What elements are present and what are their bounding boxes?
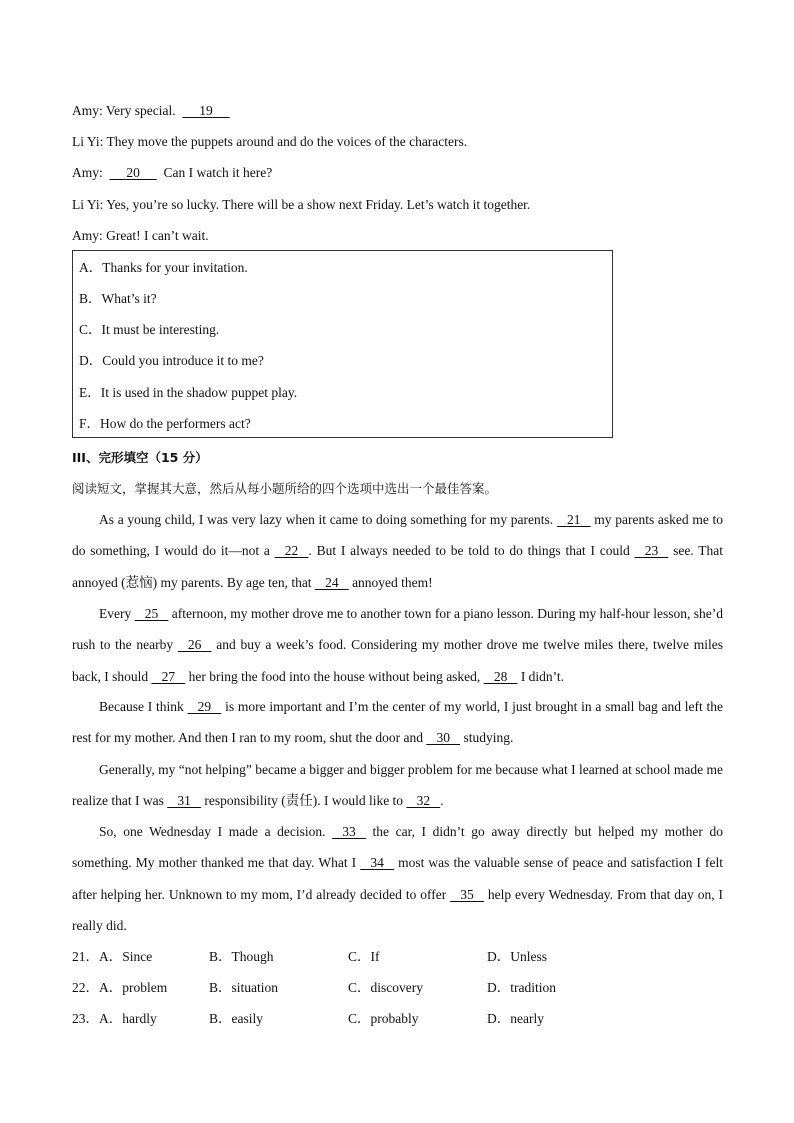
option-item: E．It is used in the shadow puppet play.	[79, 385, 298, 400]
question-choice-a: 22．A．problem	[72, 980, 168, 995]
blank-number: 20	[126, 165, 140, 180]
question-row	[72, 1010, 544, 1028]
answer-blank: 23	[634, 543, 669, 559]
question-choice-c: C．If	[348, 949, 380, 964]
option-item: B．What’s it?	[79, 291, 157, 306]
answer-blank: 29	[187, 699, 222, 714]
passage-text: annoyed them!	[348, 574, 433, 590]
passage-text: Every	[99, 606, 135, 621]
speaker: Amy:	[72, 103, 103, 118]
dialogue-text: Yes, you’re so lucky. There will be a show next Friday. Let’s watch it together.	[106, 197, 531, 212]
passage-text: So, one Wednesday I made a decision.	[99, 824, 333, 839]
options-box	[72, 250, 613, 438]
option-item: C．It must be interesting.	[79, 322, 220, 337]
passage-paragraph-1	[72, 504, 723, 598]
dialogue-text: Can I watch it here?	[163, 165, 273, 180]
question-number: 22．	[72, 980, 99, 995]
question-choice-a: 23．A．hardly	[72, 1011, 157, 1026]
answer-blank: 26	[177, 637, 212, 653]
answer-blank: 30	[426, 730, 461, 746]
question-choice-b: B．easily	[209, 1011, 263, 1026]
dialogue-text: Great! I can’t wait.	[106, 228, 209, 243]
passage-text: . But I always needed to be told to do things that I could	[308, 543, 635, 559]
passage-text: her bring the food into the house without being asked,	[185, 668, 484, 684]
blank-number: 19	[199, 103, 213, 118]
answer-blank	[110, 164, 157, 182]
dialogue-text: Very special.	[105, 103, 176, 118]
passage-text: see. That annoyed (惹恼) my parents. By age ten, that	[72, 543, 724, 590]
passage-text: my parents asked me to do something, I would do it—not a	[72, 512, 723, 559]
answer-blank: 25	[134, 606, 169, 621]
passage-text: and buy a week’s food. Considering my mother drove me twelve miles there, twelve miles back, I should	[72, 637, 723, 684]
passage-text: Because I think	[99, 699, 188, 714]
question-choice-c: C．discovery	[348, 980, 423, 995]
dialogue-line	[72, 133, 467, 151]
section-instruction: 阅读短文，掌握其大意，然后从每小题所给的四个选项中选出一个最佳答案。	[72, 481, 498, 496]
question-number: 21．	[72, 949, 99, 964]
question-choice-b: B．situation	[209, 980, 279, 995]
dialogue-line	[72, 196, 530, 214]
question-choice-d: D．Unless	[487, 949, 547, 964]
passage-text: I didn’t.	[517, 668, 565, 684]
question-number: 23．	[72, 1011, 99, 1026]
dialogue-line	[72, 102, 230, 120]
dialogue-line	[72, 164, 272, 182]
answer-blank: 32	[406, 793, 441, 809]
option-item: A．Thanks for your invitation.	[79, 260, 248, 275]
question-choice-b: B．Though	[209, 949, 274, 964]
passage-paragraph-2	[72, 598, 723, 692]
passage-text: .	[440, 793, 444, 809]
dialogue-line	[72, 227, 209, 245]
dialogue-text: They move the puppets around and do the voices of the characters.	[106, 134, 468, 149]
option-item: D．Could you introduce it to me?	[79, 353, 264, 368]
speaker: Amy:	[72, 165, 103, 180]
answer-blank: 27	[151, 668, 186, 684]
speaker: Li Yi:	[72, 197, 104, 212]
passage-paragraph-5	[72, 816, 723, 941]
passage-text: studying.	[460, 730, 514, 746]
question-row	[72, 948, 547, 966]
answer-blank: 22	[274, 543, 309, 559]
passage-paragraph-4	[72, 754, 723, 817]
passage-text: As a young child, I was very lazy when it came to doing something for my parents.	[99, 512, 557, 527]
question-choice-d: D．tradition	[487, 980, 556, 995]
answer-blank: 28	[483, 668, 518, 684]
answer-blank: 21	[556, 512, 591, 527]
question-choice-a: 21．A．Since	[72, 949, 153, 964]
answer-blank	[182, 102, 229, 120]
passage-paragraph-3	[72, 691, 723, 754]
answer-blank: 33	[332, 824, 366, 839]
answer-blank: 35	[450, 886, 484, 902]
speaker: Amy:	[72, 228, 103, 243]
passage-text: is more important and I’m the center of my world, I just brought in a small bag and left the rest for my mother. And then I ran to my room, shut the door and	[72, 699, 723, 746]
passage-text: the car, I didn’t go away directly but helped my mother do something. My mother thanked me that day. What I	[72, 824, 724, 871]
answer-blank: 34	[360, 855, 395, 871]
answer-blank: 24	[314, 574, 349, 590]
passage-text: responsibility (责任). I would like to	[200, 793, 407, 809]
answer-blank: 31	[167, 793, 201, 809]
section-heading: III、完形填空（15 分）	[72, 450, 208, 465]
question-choice-c: C．probably	[348, 1011, 419, 1026]
speaker: Li Yi:	[72, 134, 104, 149]
question-row	[72, 979, 556, 997]
passage-text: Generally, my “not helping” became a bigger and bigger problem for me because what I learned at school made me realize that I was	[72, 762, 723, 809]
passage-text: afternoon, my mother drove me to another town for a piano lesson. During my half-hour lesson, she’d rush to the nearby	[72, 606, 723, 653]
question-choice-d: D．nearly	[487, 1011, 544, 1026]
option-item: F．How do the performers act?	[79, 416, 251, 431]
passage-text: most was the valuable sense of peace and satisfaction I felt after helping her. Unknown to my mom, I’d already decided to offer	[72, 855, 723, 902]
passage-text: help every Wednesday. From that day on, I really did.	[72, 886, 723, 933]
